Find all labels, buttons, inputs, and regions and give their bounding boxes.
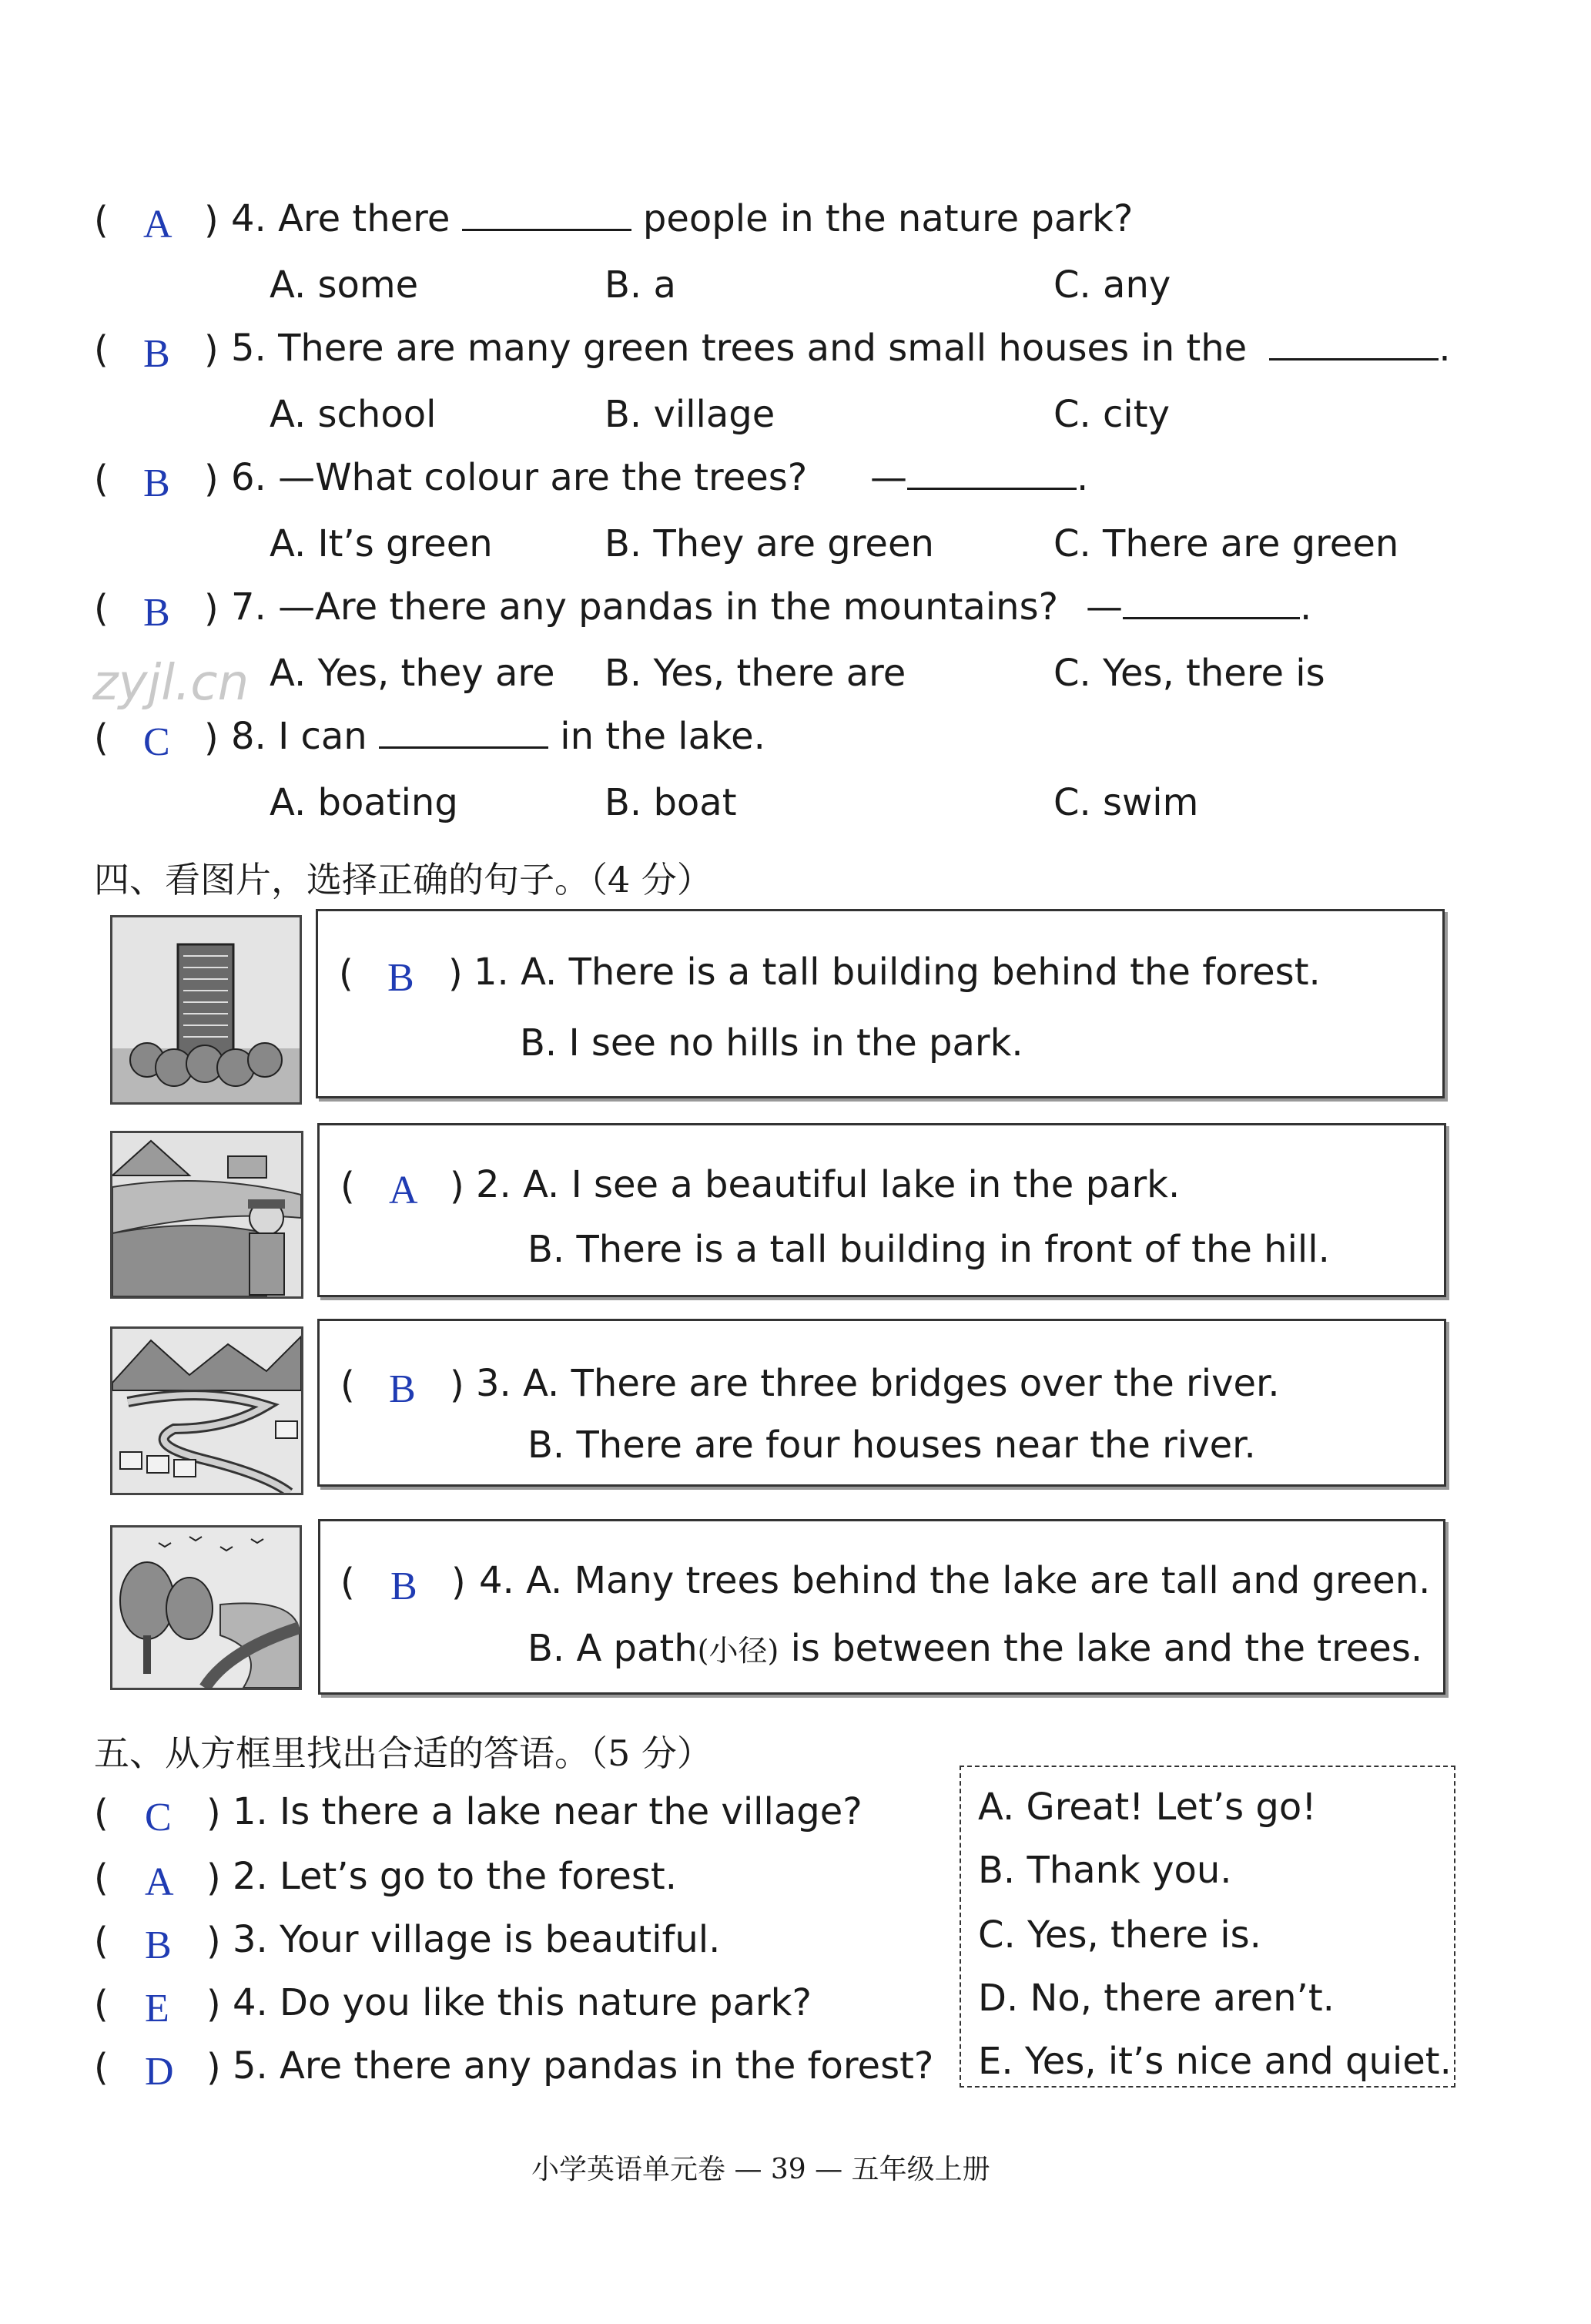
sentence-text: B. A path — [528, 1627, 698, 1670]
question-text: —Are there any pandas in the mountains? — [278, 585, 1059, 629]
answer-r1: C — [145, 1796, 172, 1839]
answer-q4: A — [143, 203, 172, 246]
answer-q7: B — [143, 591, 170, 635]
question-r5: 5. Are there any pandas in the forest? — [233, 2044, 934, 2088]
answer-blank — [1269, 357, 1439, 361]
question-num: 2. — [476, 1163, 511, 1206]
option-a: A. school — [270, 393, 437, 436]
watermark: zyjl.cn — [92, 655, 250, 712]
paren-close: ) — [451, 1561, 466, 1604]
option-b: B. boat — [605, 781, 737, 824]
question-num: 7. — [231, 585, 266, 629]
sentence-text: A. There is a tall building behind the forest. — [521, 951, 1321, 994]
option-b: B. a — [605, 263, 676, 307]
paren-close: ) — [204, 716, 219, 760]
option-a: A. some — [270, 263, 419, 307]
sentence-1a — [474, 951, 1321, 994]
picture-trees — [110, 1525, 302, 1690]
answer-blank — [1123, 616, 1300, 619]
option-c: C. Yes, there is — [1053, 652, 1325, 695]
option-c: C. swim — [1053, 781, 1199, 824]
paren-close: ) — [204, 587, 219, 630]
paren-close: ) — [206, 1920, 221, 1963]
question-text-after: in the lake. — [560, 715, 765, 758]
sentence-4a — [479, 1559, 1430, 1602]
option-c: C. There are green — [1053, 522, 1399, 565]
paren-open: ( — [94, 458, 109, 501]
answer-r2: A — [145, 1860, 174, 1904]
answer-q5: B — [143, 332, 170, 376]
section-heading-4: 四、看图片，选择正确的句子。（4 分） — [94, 859, 712, 900]
question-r2: 2. Let’s go to the forest. — [233, 1855, 677, 1898]
picture-lake — [110, 1131, 303, 1299]
answer-q8: C — [143, 720, 170, 764]
question-num: 4. — [231, 197, 266, 240]
paren-close: ) — [450, 1363, 464, 1407]
answer-q6: B — [143, 461, 170, 505]
paren-close: ) — [448, 952, 463, 995]
paren-open: ( — [94, 2046, 109, 2089]
period: . — [1077, 456, 1089, 499]
paren-open: ( — [94, 587, 109, 630]
sentence-text: A. I see a beautiful lake in the park. — [523, 1163, 1181, 1206]
paren-close: ) — [206, 2046, 221, 2089]
paren-open: ( — [340, 1363, 355, 1407]
paren-open: ( — [340, 1561, 355, 1604]
paren-close: ) — [450, 1165, 464, 1208]
option-a: A. Yes, they are — [270, 652, 555, 695]
response-option-b: B. Thank you. — [978, 1849, 1232, 1892]
answer-pic-3: B — [389, 1367, 416, 1411]
paren-open: ( — [94, 1856, 109, 1900]
question-7 — [231, 585, 1058, 629]
answer-r4: E — [145, 1987, 169, 2031]
answer-r3: B — [145, 1923, 172, 1967]
option-c: C. any — [1053, 263, 1171, 307]
sentence-3b: B. There are four houses near the river. — [528, 1424, 1256, 1467]
question-r1: 1. Is there a lake near the village? — [233, 1790, 862, 1833]
chinese-note: (小径) — [697, 1634, 779, 1668]
sentence-text: is between the lake and the trees. — [779, 1627, 1423, 1670]
picture-building — [110, 915, 302, 1105]
response-option-d: D. No, there aren’t. — [978, 1977, 1335, 2020]
sentence-text: A. There are three bridges over the river. — [523, 1362, 1280, 1405]
question-num: 1. — [474, 951, 509, 994]
answer-pic-1: B — [387, 956, 414, 1000]
question-8 — [231, 715, 765, 758]
paren-close: ) — [204, 199, 219, 242]
question-num: 6. — [231, 456, 266, 499]
page-footer: 小学英语单元卷 — 39 — 五年级上册 — [531, 2154, 990, 2185]
response-6 — [870, 456, 1088, 499]
paren-close: ) — [206, 1983, 221, 2026]
period: . — [1300, 585, 1312, 629]
response-7 — [1086, 585, 1311, 629]
sentence-2a — [476, 1163, 1180, 1206]
question-text-after: . — [1439, 327, 1451, 370]
sentence-text: A. Many trees behind the lake are tall and green. — [526, 1559, 1431, 1602]
paren-open: ( — [94, 716, 109, 760]
option-c: C. city — [1053, 393, 1170, 436]
sentence-1b: B. I see no hills in the park. — [520, 1021, 1023, 1065]
question-num: 4. — [479, 1559, 514, 1602]
paren-open: ( — [94, 1792, 109, 1835]
answer-box-2 — [317, 1123, 1446, 1297]
paren-open: ( — [340, 1165, 355, 1208]
paren-close: ) — [206, 1856, 221, 1900]
question-text: Are there — [278, 197, 451, 240]
sentence-3a — [476, 1362, 1280, 1405]
option-b: B. Yes, there are — [605, 652, 906, 695]
response-option-a: A. Great! Let’s go! — [978, 1786, 1317, 1829]
paren-open: ( — [94, 1983, 109, 2026]
question-text: —What colour are the trees? — [278, 456, 808, 499]
question-text: There are many green trees and small houses in the — [278, 327, 1248, 370]
answer-blank — [379, 746, 548, 749]
answer-r5: D — [145, 2050, 174, 2094]
response-option-e: E. Yes, it’s nice and quiet. — [978, 2040, 1452, 2083]
paren-close: ) — [204, 328, 219, 371]
question-num: 3. — [476, 1362, 511, 1405]
option-b: B. They are green — [605, 522, 934, 565]
question-4 — [231, 197, 1133, 240]
option-b: B. village — [605, 393, 775, 436]
answer-pic-2: A — [389, 1169, 418, 1212]
question-num: 8. — [231, 715, 266, 758]
paren-close: ) — [206, 1792, 221, 1835]
question-5 — [231, 327, 1451, 370]
option-a: A. boating — [270, 781, 458, 824]
question-num: 5. — [231, 327, 266, 370]
dash: — — [1086, 585, 1123, 629]
answer-blank — [462, 228, 631, 231]
answer-blank — [907, 487, 1077, 490]
paren-open: ( — [94, 328, 109, 371]
option-a: A. It’s green — [270, 522, 493, 565]
paren-close: ) — [204, 458, 219, 501]
paren-open: ( — [339, 952, 353, 995]
question-r4: 4. Do you like this nature park? — [233, 1981, 812, 2024]
paren-open: ( — [94, 199, 109, 242]
response-option-c: C. Yes, there is. — [978, 1913, 1261, 1957]
picture-river — [110, 1326, 303, 1495]
question-r3: 3. Your village is beautiful. — [233, 1918, 721, 1961]
question-text-after: people in the nature park? — [642, 197, 1134, 240]
section-heading-5: 五、从方框里找出合适的答语。（5 分） — [94, 1732, 712, 1774]
sentence-2b: B. There is a tall building in front of the hill. — [528, 1228, 1330, 1271]
answer-box-1 — [316, 909, 1445, 1098]
answer-pic-4: B — [390, 1564, 417, 1608]
question-6 — [231, 456, 807, 499]
paren-open: ( — [94, 1920, 109, 1963]
dash: — — [870, 456, 907, 499]
question-text: I can — [278, 715, 367, 758]
sentence-4b — [528, 1627, 1422, 1670]
